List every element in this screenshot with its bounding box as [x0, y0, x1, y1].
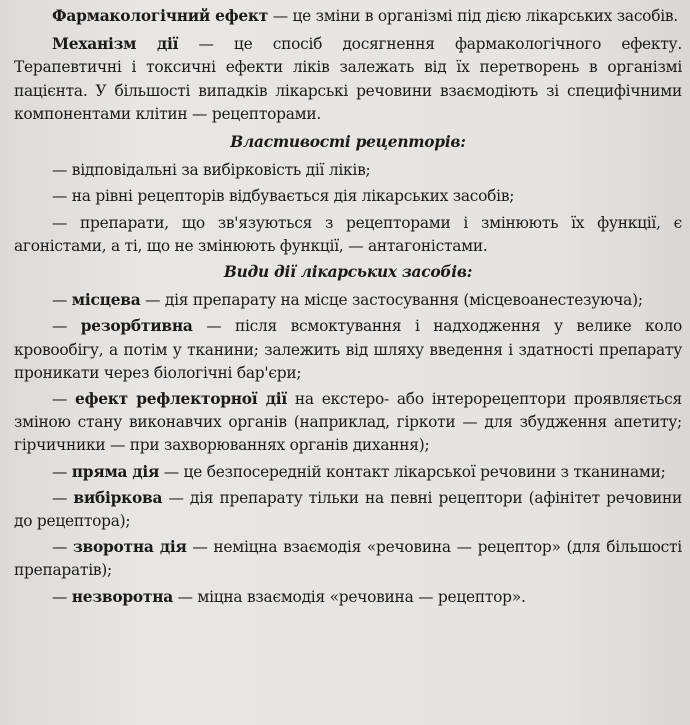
- definition-mechanism: [14, 33, 682, 126]
- item-text: — міцна взаємодія «речовина — рецептор».: [172, 587, 526, 606]
- term: зворотна дія: [72, 538, 187, 557]
- term: вибіркова: [73, 488, 163, 507]
- term: Фармакологічний ефект: [52, 7, 269, 25]
- item-text: — дія препарату на місце застосування (місцевоанестезуюча);: [140, 291, 643, 310]
- list-item: — пряма дія — це безпосередній контакт лікарської речовини з тканинами;: [52, 462, 666, 481]
- list-item: — вибіркова — дія препарату тільки на певні рецептори (афінітет речовини до рецептора);: [14, 488, 682, 531]
- list-item: — на рівні рецепторів відбувається дія лікарських засобів;: [52, 187, 515, 206]
- receptors-heading: Властивості рецепторів:: [230, 133, 466, 152]
- list-item: — ефект рефлекторної дії на екстеро- або інтерорецептори проявляється зміною стану виконавчих органів (наприклад, гіркоти — для збудження апетиту; гірчичники — при захворюваннях органів дихання);: [14, 390, 682, 455]
- term: резорбтивна: [80, 317, 193, 336]
- term: пряма дія: [71, 462, 160, 481]
- item-text: — це безпосередній контакт лікарської речовини з тканинами;: [159, 462, 666, 481]
- term: місцева: [71, 291, 141, 310]
- list-item: — резорбтивна — після всмоктування і надходження у велике коло кровообігу, а потім у тканини; залежить від шляху введення і здатності препарату проникати через біологічні бар'єри;: [14, 317, 682, 382]
- list-item: — препарати, що зв'язуються з рецепторами і змінюють їх функції, є агоністами, а ті, що не змінюють функції, — антагоністами.: [14, 213, 682, 255]
- list-item: — відповідальні за вибірковість дії ліків;: [52, 161, 371, 180]
- list-item: — зворотна дія — неміцна взаємодія «речовина — рецептор» (для більшості препаратів);: [14, 538, 682, 580]
- item-text: — після всмоктування і надходження у велике коло кровообігу, а потім у тканини; залежить від шляху введення і здатності препарату проникати через біологічні бар'єри;: [14, 317, 682, 382]
- term: Механізм дії: [52, 35, 179, 54]
- item-text: — неміцна взаємодія «речовина — рецептор» (для більшості препаратів);: [14, 538, 682, 580]
- definition-pharmacological-effect: [14, 5, 682, 28]
- item-text: на екстеро- або інтерорецептори проявляється зміною стану виконавчих органів (наприклад, гіркоти — для збудження апетиту; гірчичники — при захворюваннях органів дихання);: [14, 390, 682, 455]
- definition-text: — це спосіб досягнення фармакологічного ефекту. Терапевтичні і токсичні ефекти ліків залежать від їх перетворень в організмі пацієнта. У більшості випадків лікарські речовини взаємодіють зі специфічними компонентами клітин — рецепторами.: [14, 35, 682, 123]
- list-item: — незворотна — міцна взаємодія «речовина — рецептор».: [52, 587, 526, 606]
- list-item: — місцева — дія препарату на місце застосування (місцевоанестезуюча);: [52, 291, 643, 310]
- term: ефект рефлекторної дії: [75, 390, 287, 409]
- item-text: — дія препарату тільки на певні рецептори (афінітет речовини до рецептора);: [14, 488, 682, 531]
- term: незворотна: [71, 587, 173, 606]
- action-types-heading: Види дії лікарських засобів:: [223, 263, 473, 282]
- page-text: [14, 5, 682, 612]
- definition-text: — це зміни в організмі під дією лікарських засобів.: [268, 7, 678, 25]
